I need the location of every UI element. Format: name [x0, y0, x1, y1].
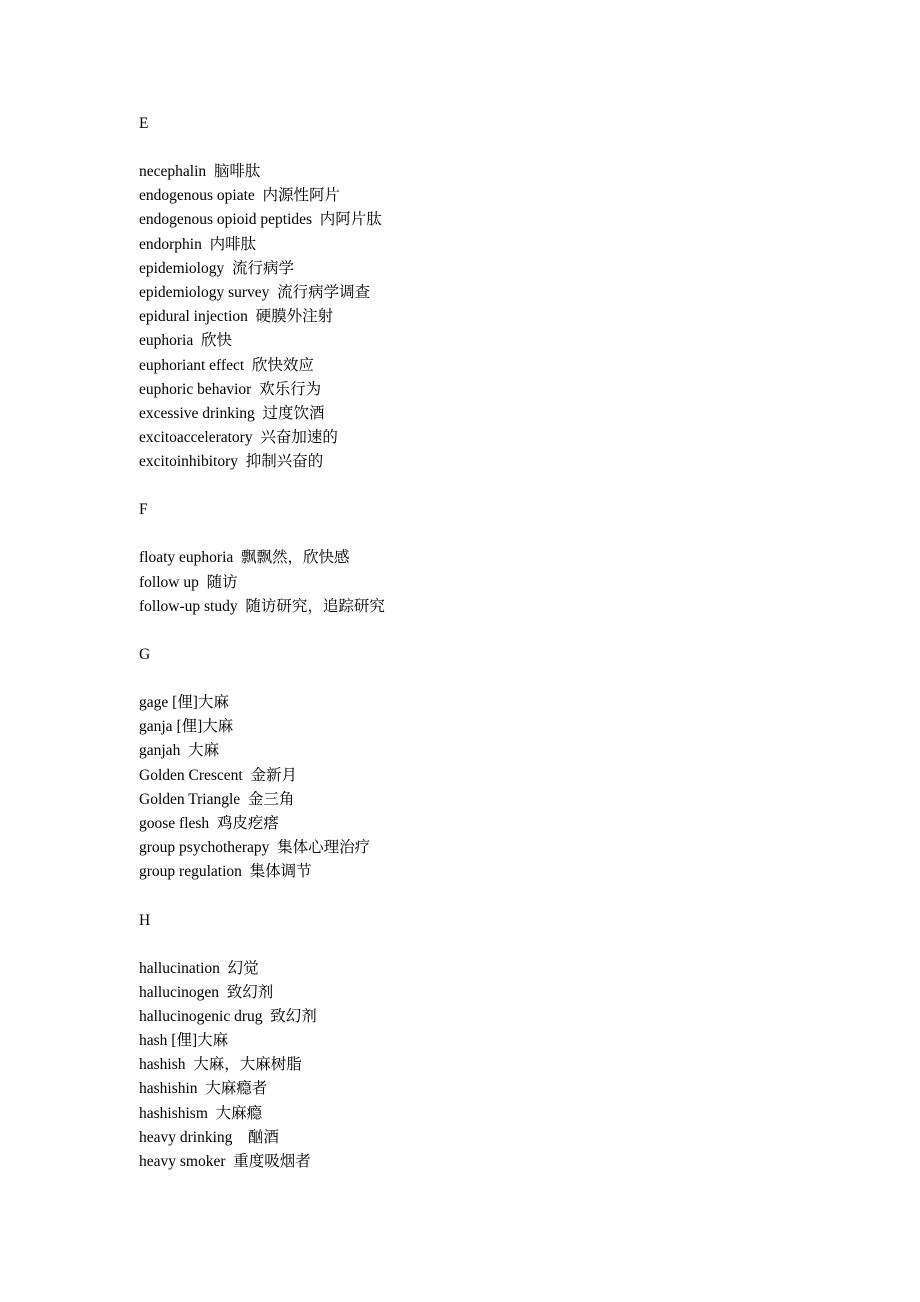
glossary-entry: follow-up study 随访研究，追踪研究: [139, 597, 385, 615]
section-gap: [139, 474, 779, 498]
section-gap: [139, 619, 779, 643]
glossary-entry: necephalin 脑啡肽: [139, 163, 261, 180]
glossary-entry: Golden Triangle 金三角: [139, 790, 295, 808]
glossary-entry: excitoacceleratory 兴奋加速的: [139, 429, 338, 447]
glossary-entry: floaty euphoria 飘飘然，欣快感: [139, 549, 350, 567]
section-gap: [139, 885, 779, 909]
section-letter: G: [139, 646, 151, 663]
glossary-entry: endogenous opioid peptides 内阿片肽: [139, 211, 382, 229]
glossary-entry: hallucination 幻觉: [139, 959, 259, 977]
glossary-entry: goose flesh 鸡皮疙瘩: [139, 814, 279, 832]
glossary-entry: hash [俚]大麻: [139, 1032, 229, 1050]
glossary-entry: Golden Crescent 金新月: [139, 766, 297, 784]
section-gap: [139, 667, 779, 691]
glossary-entry: hashish 大麻，大麻树脂: [139, 1056, 302, 1074]
glossary-entry: hashishism 大麻瘾: [139, 1104, 263, 1122]
glossary-entry: hashishin 大麻瘾者: [139, 1080, 268, 1098]
glossary-list: [139, 112, 779, 1174]
glossary-entry: epidemiology 流行病学: [139, 259, 294, 277]
glossary-entry: heavy drinking 酗酒: [139, 1128, 279, 1146]
glossary-entry: hallucinogen 致幻剂: [139, 983, 274, 1001]
section-letter: E: [139, 115, 149, 132]
glossary-entry: ganja [俚]大麻: [139, 718, 234, 736]
glossary-entry: epidural injection 硬膜外注射: [139, 308, 334, 326]
glossary-entry: endorphin 内啡肽: [139, 235, 257, 253]
section-gap: [139, 136, 779, 160]
glossary-entry: gage [俚]大麻: [139, 694, 229, 711]
glossary-entry: heavy smoker 重度吸烟者: [139, 1153, 311, 1170]
section-letter: F: [139, 501, 148, 519]
glossary-entry: excitoinhibitory 抑制兴奋的: [139, 453, 324, 471]
glossary-entry: follow up 随访: [139, 573, 238, 591]
glossary-entry: group psychotherapy 集体心理治疗: [139, 839, 371, 857]
glossary-entry: hallucinogenic drug 致幻剂: [139, 1007, 317, 1025]
glossary-entry: euphoriant effect 欣快效应: [139, 356, 314, 374]
glossary-entry: epidemiology survey 流行病学调查: [139, 283, 371, 301]
section-gap: [139, 933, 779, 957]
glossary-entry: endogenous opiate 内源性阿片: [139, 187, 341, 205]
glossary-entry: euphoric behavior 欢乐行为: [139, 380, 322, 398]
glossary-entry: euphoria 欣快: [139, 332, 232, 350]
section-letter: H: [139, 911, 151, 929]
glossary-entry: ganjah 大麻: [139, 742, 220, 760]
glossary-entry: group regulation 集体调节: [139, 863, 312, 881]
section-gap: [139, 522, 779, 546]
glossary-entry: excessive drinking 过度饮酒: [139, 404, 325, 422]
